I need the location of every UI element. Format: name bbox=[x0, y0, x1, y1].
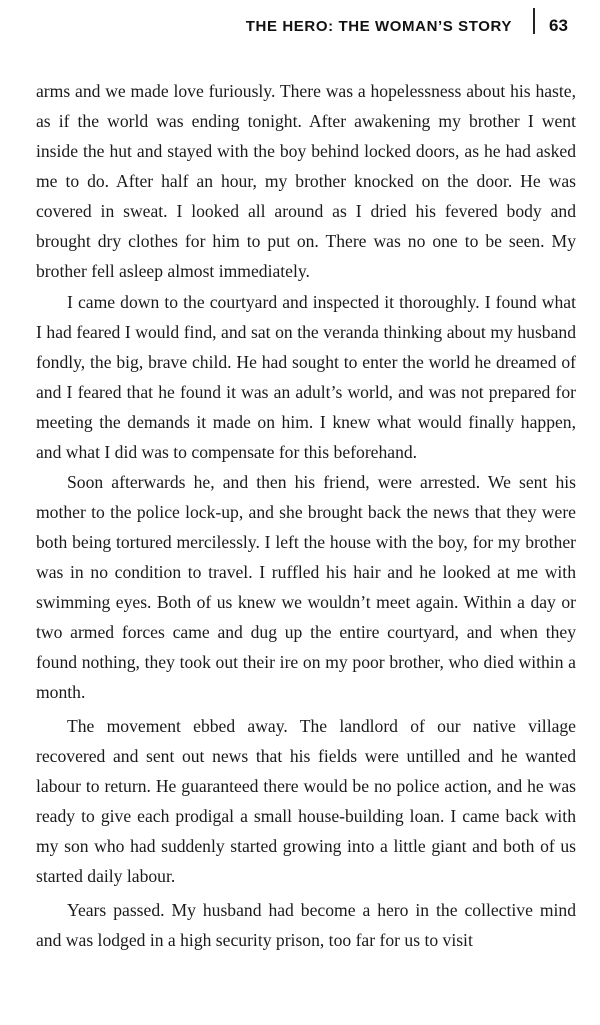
running-head-divider bbox=[533, 8, 535, 34]
running-head-title: THE HERO: THE WOMAN’S STORY bbox=[245, 18, 512, 35]
paragraph-movement: The movement ebbed away. The landlord of our native village recovered and sent out news that his fields were untilled and he wanted labour to return. He guaranteed there would be no police action, and he was ready to give each prodigal a small house-building loan. I came back with my son who had suddenly started growing into a little giant and both of us started daily labour. bbox=[36, 716, 576, 886]
paragraph-courtyard: I came down to the courtyard and inspected it thoroughly. I found what I had feared I would find, and sat on the veranda thinking about my husband fondly, the big, brave child. He had sought to enter the world he dreamed of and I feared that he found it was an adult’s world, and was not prepared for meeting the demands it made on him. I knew what would finally happen, and what I did was to compensate for this beforehand. bbox=[36, 292, 576, 462]
running-head bbox=[0, 8, 600, 48]
paragraph-years-passed: Years passed. My husband had become a hero in the collective mind and was lodged in a high security prison, too far for us to visit bbox=[36, 900, 576, 950]
paragraph-arrest: Soon afterwards he, and then his friend, were arrested. We sent his mother to the police lock-up, and she brought back the news that they were both being tortured mercilessly. I left the house with the boy, for my brother was in no condition to travel. I ruffled his hair and he looked at me with swimming eyes. Both of us knew we wouldn’t meet again. Within a day or two armed forces came and dug up the entire courtyard, and when they found nothing, they took out their ire on my poor brother, who died within a month. bbox=[36, 472, 576, 702]
page-number: 63 bbox=[549, 16, 568, 35]
paragraph-continued: arms and we made love furiously. There was a hopelessness about his haste, as if the world was ending tonight. After awakening my brother I went inside the hut and stayed with the boy behind locked doors, as he had asked me to do. After half an hour, my brother knocked on the door. He was covered in sweat. I looked all around as I dried his fevered body and brought dry clothes for him to put on. There was no one to be seen. My brother fell asleep almost immediately. bbox=[36, 81, 576, 281]
body-text bbox=[36, 76, 576, 955]
